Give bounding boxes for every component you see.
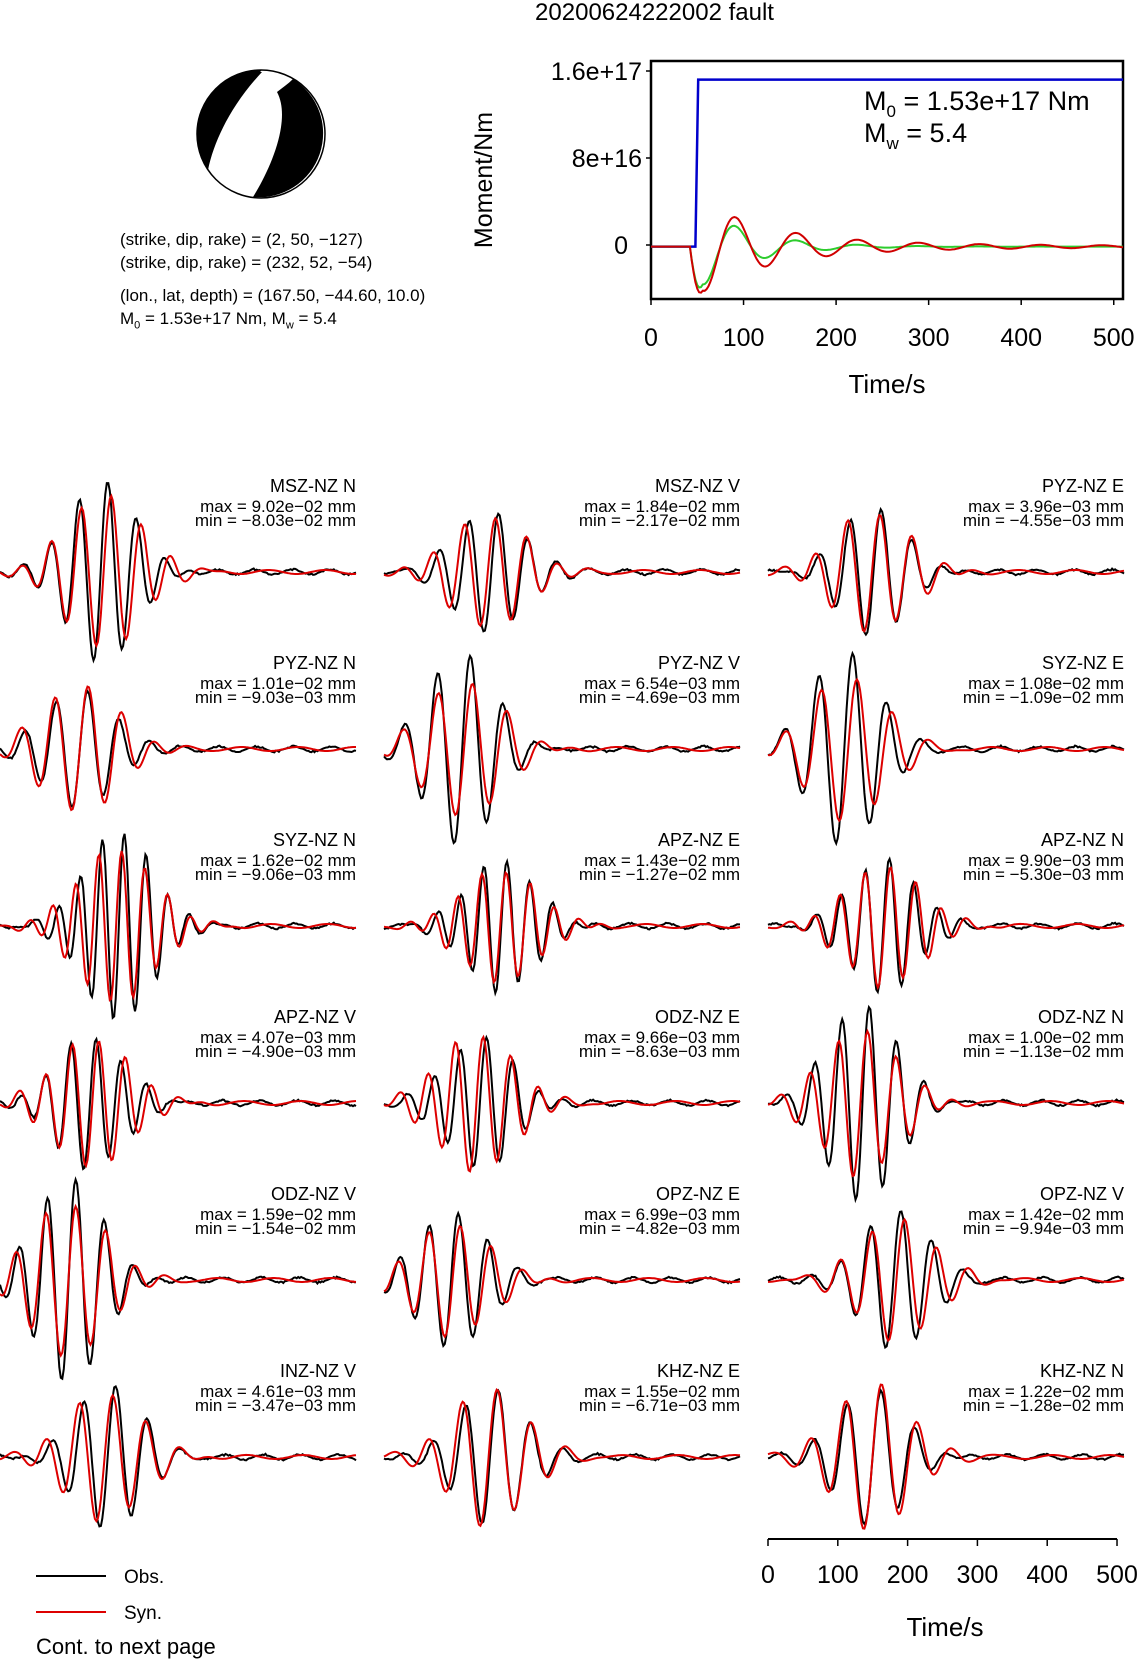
station-min: min = −8.03e−02 mm — [194, 511, 356, 530]
station-min: min = −1.09e−02 mm — [962, 688, 1124, 707]
synthetic-trace — [384, 518, 740, 625]
waveform-xtick: 100 — [816, 1561, 859, 1589]
moment-xtick: 0 — [644, 324, 658, 352]
station-min: min = −1.27e−02 mm — [578, 865, 740, 884]
station-min: min = −8.63e−03 mm — [578, 1042, 740, 1061]
waveform-xtick: 200 — [886, 1561, 929, 1589]
mechanism-line-3: (lon., lat, depth) = (167.50, −44.60, 10.0) — [120, 286, 426, 305]
waveform-xlabel: Time/s — [906, 1612, 984, 1642]
station-min: min = −5.30e−03 mm — [962, 865, 1124, 884]
mw-subscript: w — [285, 319, 294, 332]
synthetic-trace — [384, 1226, 740, 1337]
moment-ylabel: Moment/Nm — [470, 111, 498, 249]
station-max: max = 1.84e−02 mm — [584, 497, 740, 516]
moment-plot — [470, 58, 1135, 399]
station-panel — [768, 1184, 1124, 1347]
station-label: SYZ-NZ E — [1041, 653, 1124, 673]
station-panel — [0, 830, 356, 1018]
station-min: min = −1.54e−02 mm — [194, 1219, 356, 1238]
moment-annotation-mw: $M_w = 5.4$ — [864, 118, 968, 153]
station-max: max = 1.55e−02 mm — [584, 1382, 740, 1401]
station-panel — [768, 653, 1124, 843]
legend-syn-label: Syn. — [124, 1603, 163, 1624]
legend-obs-label: Obs. — [124, 1567, 165, 1588]
station-panel — [768, 476, 1124, 635]
m0-symbol: M — [120, 309, 135, 328]
station-max: max = 1.08e−02 mm — [968, 674, 1124, 693]
station-min: min = −1.13e−02 mm — [962, 1042, 1124, 1061]
station-min: min = −4.90e−03 mm — [194, 1042, 356, 1061]
moment-annotation-m0: $M_0 = 1.53e+17$ Nm — [864, 86, 1090, 121]
station-label: PYZ-NZ N — [273, 653, 356, 673]
station-max: max = 4.61e−03 mm — [200, 1382, 356, 1401]
station-label: ODZ-NZ N — [1038, 1007, 1124, 1027]
station-panel — [384, 653, 740, 843]
moment-xtick: 500 — [1092, 324, 1135, 352]
synthetic-trace — [768, 515, 1124, 631]
moment-xtick: 200 — [815, 324, 857, 352]
station-label: ODZ-NZ V — [271, 1184, 356, 1204]
station-panel — [0, 1007, 356, 1169]
waveform-grid — [0, 476, 1124, 1529]
mechanism-line-1: (strike, dip, rake) = (2, 50, −127) — [120, 230, 363, 249]
station-panel — [768, 830, 1124, 992]
station-label: PYZ-NZ E — [1041, 476, 1124, 496]
synthetic-trace — [768, 868, 1124, 988]
station-panel — [384, 1007, 740, 1171]
station-min: min = −4.69e−03 mm — [578, 688, 740, 707]
station-panel — [0, 476, 356, 660]
station-label: INZ-NZ V — [280, 1361, 356, 1381]
moment-xtick: 100 — [722, 324, 765, 352]
waveform-xtick: 0 — [761, 1561, 775, 1589]
station-max: max = 6.99e−03 mm — [584, 1205, 740, 1224]
page-title: 20200624222002 fault — [535, 0, 774, 26]
station-min: min = −9.06e−03 mm — [194, 865, 356, 884]
moment-ytick: 0 — [614, 232, 628, 260]
station-label: APZ-NZ E — [657, 830, 740, 850]
station-max: max = 9.90e−03 mm — [968, 851, 1124, 870]
station-max: max = 9.66e−03 mm — [584, 1028, 740, 1047]
moment-ytick: 1.6e+17 — [550, 58, 642, 86]
station-label: OPZ-NZ E — [656, 1184, 740, 1204]
station-label: PYZ-NZ V — [657, 653, 740, 673]
mechanism-line-2: (strike, dip, rake) = (232, 52, −54) — [120, 253, 373, 272]
moment-xlabel: Time/s — [848, 369, 926, 399]
beachball-icon — [197, 70, 325, 198]
station-label: ODZ-NZ E — [655, 1007, 740, 1027]
moment-xtick: 400 — [1000, 324, 1043, 352]
station-max: max = 3.96e−03 mm — [968, 497, 1124, 516]
m0-subscript: 0 — [134, 319, 141, 332]
station-label: KHZ-NZ E — [657, 1361, 740, 1381]
station-max: max = 1.00e−02 mm — [968, 1028, 1124, 1047]
legend — [36, 1567, 164, 1624]
waveform-xtick: 400 — [1026, 1561, 1069, 1589]
station-max: max = 1.01e−02 mm — [200, 674, 356, 693]
waveform-xtick: 300 — [956, 1561, 999, 1589]
station-label: MSZ-NZ N — [270, 476, 356, 496]
station-max: max = 9.02e−02 mm — [200, 497, 356, 516]
footer-note: Cont. to next page — [36, 1634, 216, 1659]
station-label: OPZ-NZ V — [1040, 1184, 1124, 1204]
station-panel — [0, 653, 356, 810]
station-max: max = 1.22e−02 mm — [968, 1382, 1124, 1401]
station-panel — [768, 1361, 1124, 1529]
station-max: max = 1.42e−02 mm — [968, 1205, 1124, 1224]
station-max: max = 6.54e−03 mm — [584, 674, 740, 693]
station-min: min = −9.03e−03 mm — [194, 688, 356, 707]
moment-ytick: 8e+16 — [571, 145, 642, 173]
moment-rate-line — [651, 217, 1123, 293]
station-label: APZ-NZ N — [1041, 830, 1124, 850]
station-max: max = 1.59e−02 mm — [200, 1205, 356, 1224]
moment-rate-line — [651, 226, 1123, 288]
station-max: max = 1.43e−02 mm — [584, 851, 740, 870]
station-panel — [0, 1180, 356, 1379]
station-panel — [768, 1007, 1124, 1200]
station-panel — [384, 1184, 740, 1346]
station-min: min = −4.55e−03 mm — [962, 511, 1124, 530]
waveform-xaxis — [761, 1539, 1138, 1642]
station-min: min = −4.82e−03 mm — [578, 1219, 740, 1238]
station-panel — [384, 476, 740, 631]
moment-xaxis — [644, 299, 1135, 352]
station-min: min = −1.28e−02 mm — [962, 1396, 1124, 1415]
station-min: min = −6.71e−03 mm — [578, 1396, 740, 1415]
station-min: min = −9.94e−03 mm — [962, 1219, 1124, 1238]
station-label: SYZ-NZ N — [273, 830, 356, 850]
station-panel — [384, 830, 740, 993]
station-label: APZ-NZ V — [273, 1007, 356, 1027]
station-panel — [0, 1361, 356, 1526]
station-max: max = 4.07e−03 mm — [200, 1028, 356, 1047]
waveform-xtick: 500 — [1096, 1561, 1138, 1589]
station-label: KHZ-NZ N — [1040, 1361, 1124, 1381]
moment-xtick: 300 — [907, 324, 950, 352]
station-min: min = −2.17e−02 mm — [578, 511, 740, 530]
mw-value: = 5.4 — [293, 309, 337, 328]
station-panel — [384, 1361, 740, 1526]
station-min: min = −3.47e−03 mm — [194, 1396, 356, 1415]
synthetic-trace — [384, 873, 740, 982]
m0-value: = 1.53e+17 Nm, M — [140, 309, 286, 328]
station-max: max = 1.62e−02 mm — [200, 851, 356, 870]
station-label: MSZ-NZ V — [655, 476, 740, 496]
